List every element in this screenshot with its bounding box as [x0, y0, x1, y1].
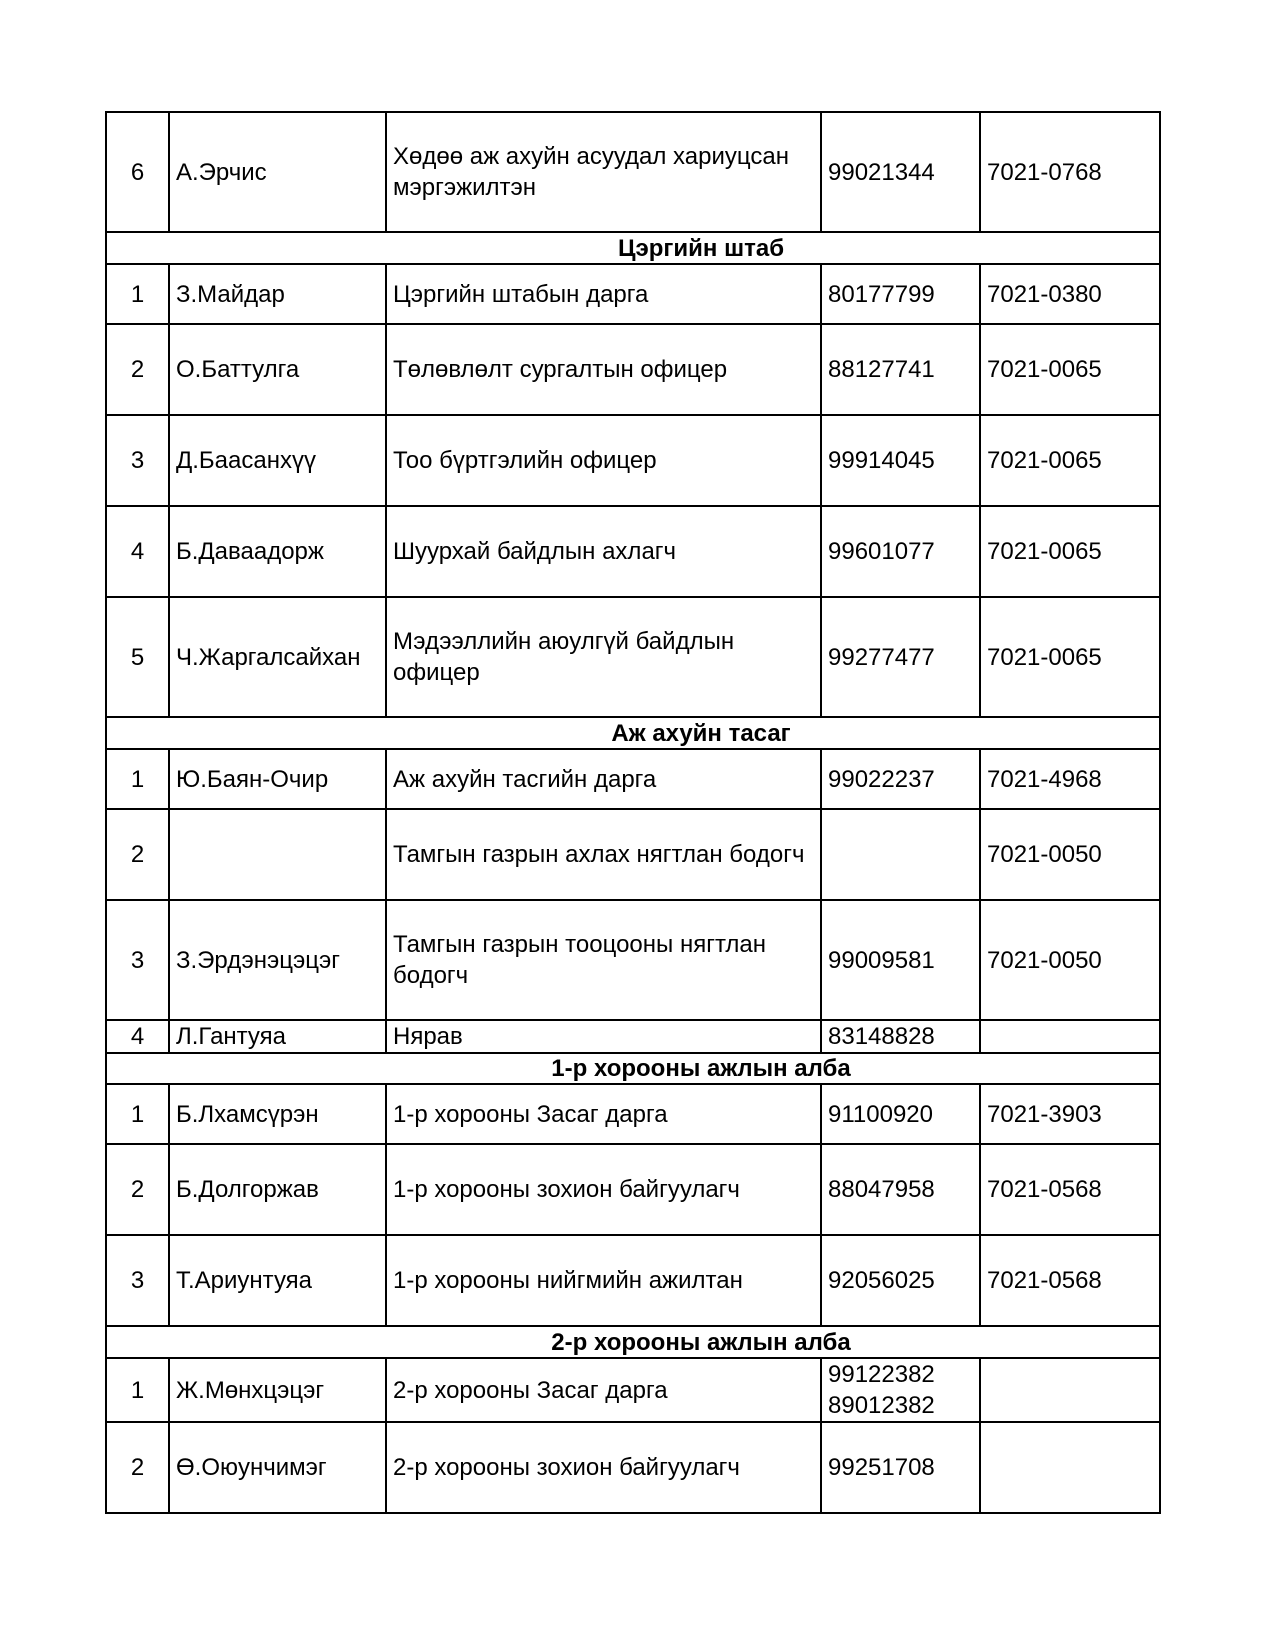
phone-cell — [821, 1358, 980, 1422]
table-row — [106, 597, 1160, 717]
office-phone-cell: 7021-3903 — [980, 1084, 1160, 1144]
name-cell: О.Баттулга — [169, 324, 386, 415]
office-phone-cell: 7021-0568 — [980, 1144, 1160, 1235]
name-cell: Ю.Баян-Очир — [169, 749, 386, 809]
section-title-cell — [106, 717, 1160, 749]
section-header-row — [106, 1326, 1160, 1358]
position-cell: Шуурхай байдлын ахлагч — [386, 506, 821, 597]
contact-table-body — [106, 112, 1160, 1513]
position-cell: Хөдөө аж ахуйн асуудал хариуцсан мэргэжилтэн — [386, 112, 821, 232]
row-number-cell: 1 — [106, 264, 169, 324]
position-cell: Нярав — [386, 1020, 821, 1053]
phone-cell: 99277477 — [821, 597, 980, 717]
table-row — [106, 1235, 1160, 1326]
office-phone-cell: 7021-0050 — [980, 809, 1160, 900]
position-cell: Тоо бүртгэлийн офицер — [386, 415, 821, 506]
position-cell: 1-р хорооны нийгмийн ажилтан — [386, 1235, 821, 1326]
section-title-cell — [106, 1053, 1160, 1084]
office-phone-cell: 7021-0568 — [980, 1235, 1160, 1326]
position-cell: 2-р хорооны зохион байгуулагч — [386, 1422, 821, 1513]
phone-cell: 83148828 — [821, 1020, 980, 1053]
phone-cell: 99601077 — [821, 506, 980, 597]
position-cell: 1-р хорооны Засаг дарга — [386, 1084, 821, 1144]
row-number-cell: 3 — [106, 1235, 169, 1326]
position-cell: Мэдээллийн аюулгүй байдлын офицер — [386, 597, 821, 717]
name-cell: Б.Лхамсүрэн — [169, 1084, 386, 1144]
row-number-cell: 1 — [106, 749, 169, 809]
table-row — [106, 749, 1160, 809]
row-number-cell: 2 — [106, 324, 169, 415]
table-row — [106, 1422, 1160, 1513]
phone-cell: 99022237 — [821, 749, 980, 809]
name-cell: Ө.Оюунчимэг — [169, 1422, 386, 1513]
section-header-row — [106, 717, 1160, 749]
row-number-cell: 5 — [106, 597, 169, 717]
section-title-cell — [106, 1326, 1160, 1358]
row-number-cell: 4 — [106, 506, 169, 597]
section-title: Цэргийн штаб — [617, 234, 785, 262]
table-row — [106, 1084, 1160, 1144]
section-title: Аж ахуйн тасаг — [611, 719, 791, 747]
table-row — [106, 809, 1160, 900]
phone-cell: 88047958 — [821, 1144, 980, 1235]
office-phone-cell — [980, 1358, 1160, 1422]
office-phone-cell: 7021-0065 — [980, 506, 1160, 597]
name-cell: З.Майдар — [169, 264, 386, 324]
contact-table — [105, 111, 1161, 1514]
position-cell: Тамгын газрын ахлах нягтлан бодогч — [386, 809, 821, 900]
phone-cell: 92056025 — [821, 1235, 980, 1326]
phone-cell: 99009581 — [821, 900, 980, 1020]
table-row — [106, 112, 1160, 232]
section-header-row — [106, 232, 1160, 264]
name-cell: Ж.Мөнхцэцэг — [169, 1358, 386, 1422]
row-number-cell: 6 — [106, 112, 169, 232]
row-number-cell: 2 — [106, 809, 169, 900]
phone-cell: 99251708 — [821, 1422, 980, 1513]
position-cell: 1-р хорооны зохион байгуулагч — [386, 1144, 821, 1235]
position-cell: Төлөвлөлт сургалтын офицер — [386, 324, 821, 415]
office-phone-cell: 7021-4968 — [980, 749, 1160, 809]
position-cell: 2-р хорооны Засаг дарга — [386, 1358, 821, 1422]
position-cell: Цэргийн штабын дарга — [386, 264, 821, 324]
row-number-cell: 1 — [106, 1084, 169, 1144]
row-number-cell: 2 — [106, 1144, 169, 1235]
phone-cell — [821, 809, 980, 900]
row-number-cell: 4 — [106, 1020, 169, 1053]
row-number-cell: 2 — [106, 1422, 169, 1513]
phone-cell: 99021344 — [821, 112, 980, 232]
row-number-cell: 3 — [106, 415, 169, 506]
office-phone-cell: 7021-0380 — [980, 264, 1160, 324]
section-header-row — [106, 1053, 1160, 1084]
name-cell: Т.Ариунтуяа — [169, 1235, 386, 1326]
position-cell: Аж ахуйн тасгийн дарга — [386, 749, 821, 809]
office-phone-cell: 7021-0065 — [980, 415, 1160, 506]
phone-line: 99122382 — [828, 1361, 935, 1388]
phone-line: 89012382 — [828, 1392, 935, 1419]
name-cell: Л.Гантуяа — [169, 1020, 386, 1053]
table-row — [106, 415, 1160, 506]
table-row — [106, 506, 1160, 597]
section-title: 1-р хорооны ажлын алба — [551, 1055, 851, 1082]
section-title-cell — [106, 232, 1160, 264]
table-row — [106, 900, 1160, 1020]
office-phone-cell — [980, 1020, 1160, 1053]
name-cell: Ч.Жаргалсайхан — [169, 597, 386, 717]
table-row — [106, 1144, 1160, 1235]
table-row — [106, 324, 1160, 415]
phone-cell: 91100920 — [821, 1084, 980, 1144]
office-phone-cell: 7021-0768 — [980, 112, 1160, 232]
name-cell: Б.Даваадорж — [169, 506, 386, 597]
table-row — [106, 1020, 1160, 1053]
office-phone-cell: 7021-0050 — [980, 900, 1160, 1020]
position-cell: Тамгын газрын тооцооны нягтлан бодогч — [386, 900, 821, 1020]
name-cell: А.Эрчис — [169, 112, 386, 232]
office-phone-cell — [980, 1422, 1160, 1513]
row-number-cell: 3 — [106, 900, 169, 1020]
name-cell: З.Эрдэнэцэцэг — [169, 900, 386, 1020]
name-cell: Д.Баасанхүү — [169, 415, 386, 506]
table-row — [106, 264, 1160, 324]
table-row — [106, 1358, 1160, 1422]
office-phone-cell: 7021-0065 — [980, 597, 1160, 717]
name-cell: Б.Долгоржав — [169, 1144, 386, 1235]
name-cell — [169, 809, 386, 900]
phone-cell: 80177799 — [821, 264, 980, 324]
office-phone-cell: 7021-0065 — [980, 324, 1160, 415]
phone-cell: 88127741 — [821, 324, 980, 415]
row-number-cell: 1 — [106, 1358, 169, 1422]
section-title: 2-р хорооны ажлын алба — [551, 1328, 851, 1356]
phone-cell: 99914045 — [821, 415, 980, 506]
